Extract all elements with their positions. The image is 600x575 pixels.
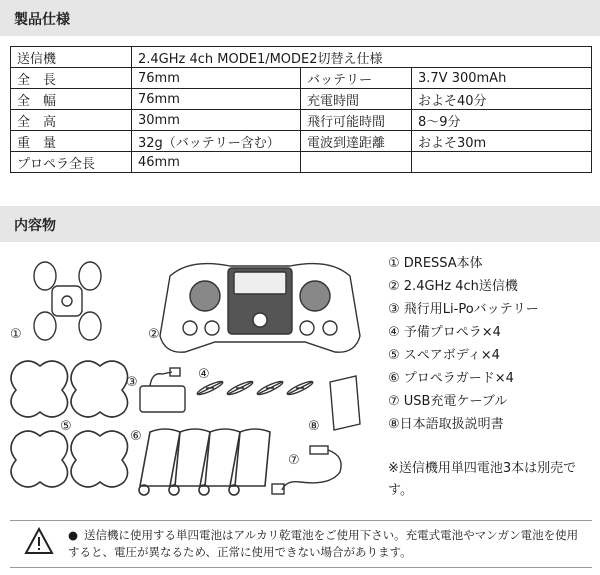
spec-label: 送信機 xyxy=(11,47,132,68)
spec-label: 重 量 xyxy=(11,131,132,152)
spec-empty-cell xyxy=(301,152,412,173)
figure-number: ⑥ xyxy=(130,429,142,444)
spec-value: 76mm xyxy=(132,68,301,89)
list-item: ④ 予備プロペラ×4 xyxy=(388,325,501,340)
usb-cable-icon xyxy=(272,446,341,494)
list-item: ⑧日本語取扱説明書 xyxy=(388,417,504,432)
list-item: ③ 飛行用Li-Poバッテリー xyxy=(388,302,539,317)
spec-value: 32g（バッテリー含む） xyxy=(132,131,301,152)
figure-number: ② xyxy=(148,327,160,342)
spec-value: 2.4GHz 4ch MODE1/MODE2切替え仕様 xyxy=(132,47,592,68)
figure-number: ③ xyxy=(126,375,138,390)
spec-value: およそ40分 xyxy=(412,89,592,110)
table-row xyxy=(11,89,592,110)
warning-text: 送信機に使用する単四電池はアルカリ乾電池をご使用下さい。充電式電池やマンガン電池を使用すると、電圧が異なるため、正常に使用できない場合があります。 xyxy=(68,528,579,559)
spec-value: 8〜9分 xyxy=(412,110,592,131)
contents-section-header xyxy=(0,206,600,242)
spec-section-header xyxy=(0,0,600,36)
spec-label: プロペラ全長 xyxy=(11,152,132,173)
list-item: ⑦ USB充電ケーブル xyxy=(388,394,508,409)
spec-empty-cell xyxy=(412,152,592,173)
list-item: ⑤ スペアボディ×4 xyxy=(388,348,500,363)
spec-label: 飛行可能時間 xyxy=(301,110,412,131)
spec-table xyxy=(10,46,592,173)
drone-icon xyxy=(34,262,101,340)
contents-section-title: 内容物 xyxy=(14,218,56,234)
warning-text-block xyxy=(68,527,588,561)
warning-triangle-icon xyxy=(24,527,54,555)
manual-icon xyxy=(330,376,360,430)
spec-value: およそ30m xyxy=(412,131,592,152)
table-row xyxy=(11,131,592,152)
spec-value: 76mm xyxy=(132,89,301,110)
battery-note: ※送信機用単四電池3本は別売です。 xyxy=(388,461,577,498)
spec-value: 3.7V 300mAh xyxy=(412,68,592,89)
spec-label: バッテリー xyxy=(301,68,412,89)
spec-section-title: 製品仕様 xyxy=(14,12,70,28)
table-row xyxy=(11,68,592,89)
figure-number: ⑧ xyxy=(308,419,320,434)
list-item: ② 2.4GHz 4ch送信機 xyxy=(388,279,518,294)
spec-value: 30mm xyxy=(132,110,301,131)
figure-number: ① xyxy=(10,327,22,342)
spec-label: 充電時間 xyxy=(301,89,412,110)
transmitter-icon xyxy=(160,264,360,353)
figure-number: ⑦ xyxy=(288,453,300,468)
table-row xyxy=(11,47,592,68)
table-row xyxy=(11,152,592,173)
spec-value: 46mm xyxy=(132,152,301,173)
spec-label: 全 高 xyxy=(11,110,132,131)
list-item: ⑥ プロペラガード×4 xyxy=(388,371,514,386)
list-item: ① DRESSA本体 xyxy=(388,256,483,271)
spec-label: 全 幅 xyxy=(11,89,132,110)
spec-label: 電波到達距離 xyxy=(301,131,412,152)
bullet-icon: ● xyxy=(68,528,79,542)
propeller-guard-icon xyxy=(139,429,270,495)
figure-number: ⑤ xyxy=(60,419,72,434)
battery-icon xyxy=(140,368,185,412)
warning-box xyxy=(10,520,592,568)
spec-label: 全 長 xyxy=(11,68,132,89)
table-row xyxy=(11,110,592,131)
propeller-icon xyxy=(196,379,314,396)
figure-number: ④ xyxy=(198,367,210,382)
contents-list xyxy=(388,252,539,436)
contents-illustration xyxy=(0,246,380,516)
